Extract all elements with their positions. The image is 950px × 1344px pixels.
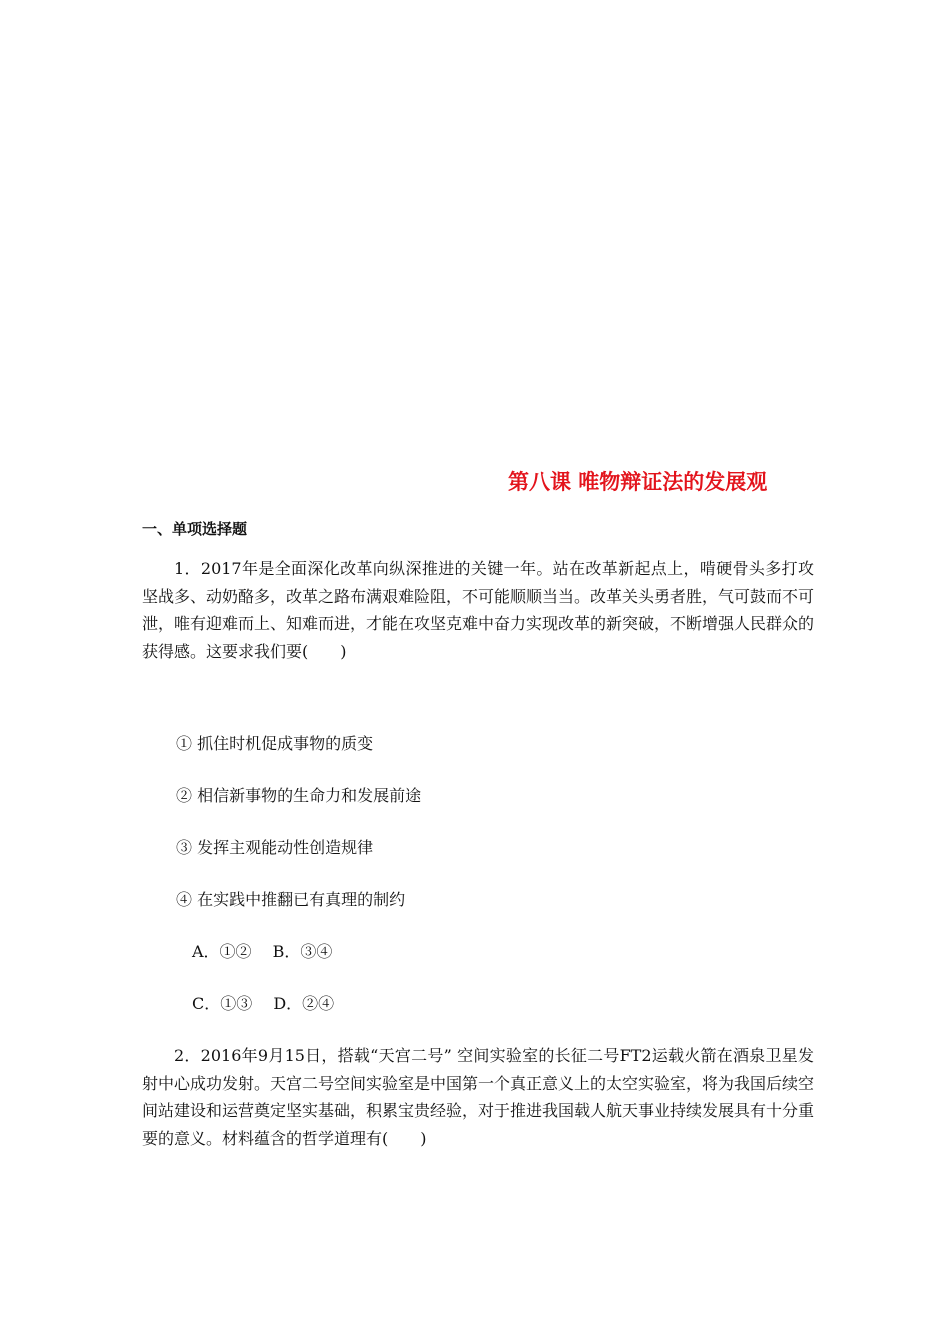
question-2-text: 2．2016年9月15日，搭载“天宫二号” 空间实验室的长征二号FT2运载火箭在酒泉卫星发射中心成功发射。天宫二号空间实验室是中国第一个真正意义上的太空实验室，将为我国后续空间站建设和运营奠定坚实基础，积累宝贵经验，对于推进我国载人航天事业持续发展具有十分重要的意义。材料蕴含的哲学道理有( ) xyxy=(142,1046,815,1148)
question-1-answers-ab: A．①② B．③④ xyxy=(192,942,333,961)
question-1-option-4: ④ 在实践中推翻已有真理的制约 xyxy=(176,890,406,909)
question-1-text: 1．2017年是全面深化改革向纵深推进的关键一年。站在改革新起点上，啃硬骨头多打攻坚战多、动奶酪多，改革之路布满艰难险阻，不可能顺顺当当。改革关头勇者胜，气可鼓而不可泄，唯有迎难而上、知难而进，才能在攻坚克难中奋力实现改革的新突破，不断增强人民群众的获得感。这要求我们要( ) xyxy=(142,559,815,661)
question-1-answers-cd: C．①③ D．②④ xyxy=(192,994,335,1013)
section-heading: 一、单项选择题 xyxy=(142,520,248,538)
lesson-title: 第八课 唯物辩证法的发展观 xyxy=(508,470,768,494)
question-1-option-1: ① 抓住时机促成事物的质变 xyxy=(176,734,374,753)
question-1-option-2: ② 相信新事物的生命力和发展前途 xyxy=(176,786,422,805)
question-1-option-3: ③ 发挥主观能动性创造规律 xyxy=(176,838,374,857)
